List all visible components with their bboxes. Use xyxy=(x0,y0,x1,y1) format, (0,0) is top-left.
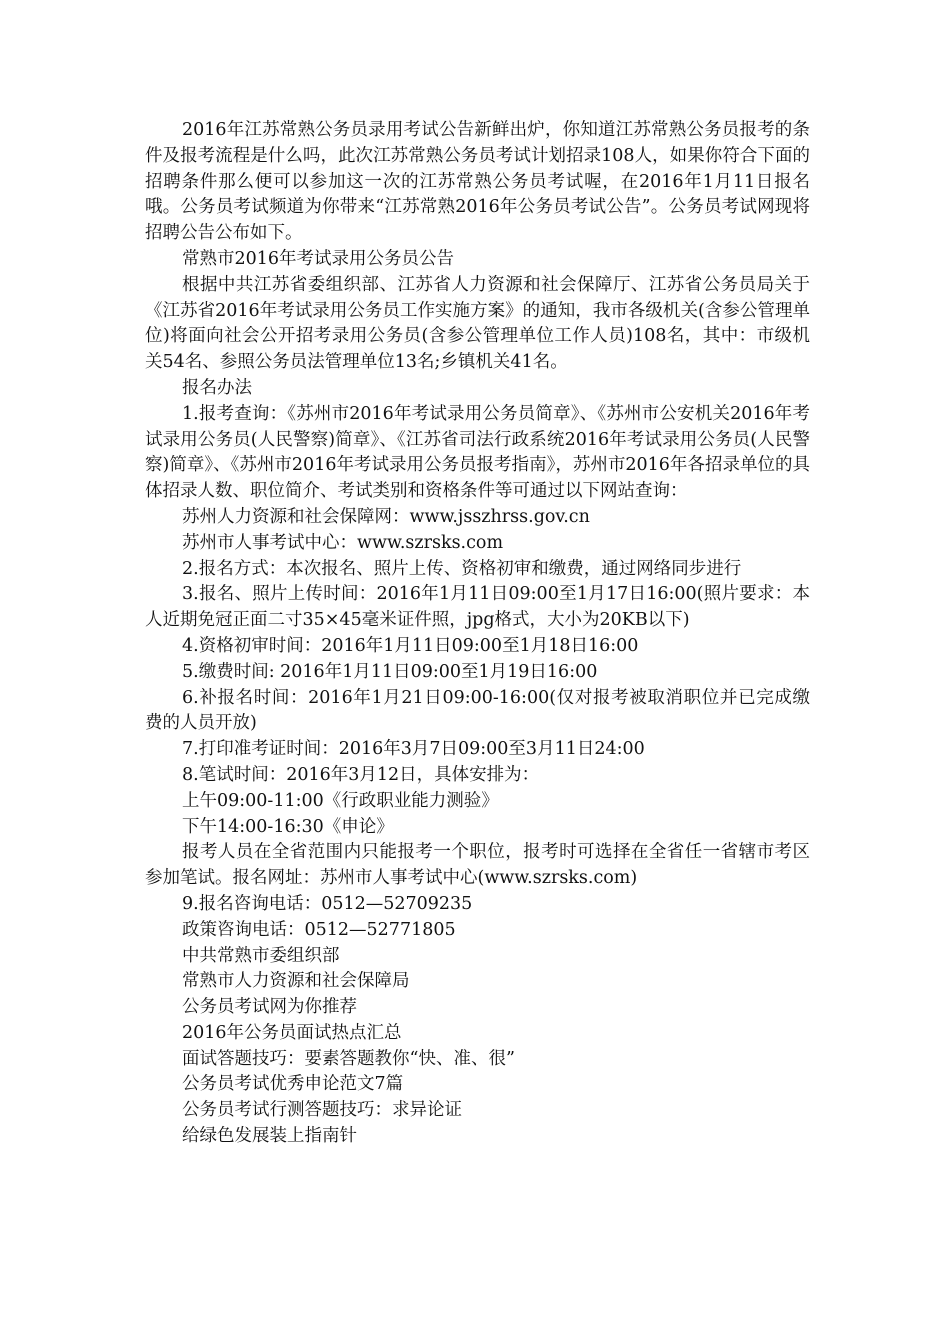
section-heading: 报名办法 xyxy=(182,377,252,398)
list-item: 苏州市人事考试中心：www.szrsks.com xyxy=(182,532,504,553)
recommend-item: 给绿色发展装上指南针 xyxy=(182,1126,357,1147)
list-item: 8.笔试时间：2016年3月12日，具体安排为： xyxy=(182,764,540,785)
list-item: 4.资格初审时间：2016年1月11日09:00至1月18日16:00 xyxy=(182,635,639,656)
list-item: 5.缴费时间: 2016年1月11日09:00至1月19日16:00 xyxy=(182,661,598,682)
notice-paragraph: 根据中共江苏省委组织部、江苏省人力资源和社会保障厅、江苏省公务员局关于《江苏省2016年考试录用公务员工作实施方案》的通知，我市各级机关(含参公管理单位)将面向社会公开招考录用公务员(含参公管理单位工作人员)108名，其中：市级机关54名、参照公务员法管理单位13名;乡镇机关41名。 xyxy=(145,274,810,373)
list-item: 6.补报名时间：2016年1月21日09:00-16:00(仅对报考被取消职位并已完成缴费的人员开放) xyxy=(145,687,810,734)
list-item: 苏州人力资源和社会保障网：www.jsszhrss.gov.cn xyxy=(182,506,590,527)
list-item: 7.打印准考证时间：2016年3月7日09:00至3月11日24:00 xyxy=(182,739,645,760)
document-body xyxy=(145,118,810,1150)
notice-title: 常熟市2016年考试录用公务员公告 xyxy=(182,248,455,269)
list-item: 报考人员在全省范围内只能报考一个职位，报考时可选择在全省任一省辖市考区参加笔试。报名网址：苏州市人事考试中心(www.szrsks.com) xyxy=(145,842,810,889)
intro-paragraph: 2016年江苏常熟公务员录用考试公告新鲜出炉，你知道江苏常熟公务员报考的条件及报考流程是什么吗，此次江苏常熟公务员考试计划招录108人，如果你符合下面的招聘条件那么便可以参加这一次的江苏常熟公务员考试喔，在2016年1月11日报名哦。公务员考试频道为你带来“江苏常熟2016年公务员考试公告”。公务员考试网现将招聘公告公布如下。 xyxy=(145,120,810,244)
recommend-item: 面试答题技巧：要素答题教你“快、准、很” xyxy=(182,1048,515,1069)
recommend-heading: 公务员考试网为你推荐 xyxy=(182,997,357,1018)
recommend-item: 公务员考试优秀申论范文7篇 xyxy=(182,1074,404,1095)
list-item: 3.报名、照片上传时间：2016年1月11日09:00至1月17日16:00(照片要求：本人近期免冠正面二寸35×45毫米证件照，jpg格式，大小为20KB以下) xyxy=(145,584,810,631)
recommend-item: 公务员考试行测答题技巧：求异论证 xyxy=(182,1100,462,1121)
list-item: 2.报名方式：本次报名、照片上传、资格初审和缴费，通过网络同步进行 xyxy=(182,558,742,579)
list-item: 上午09:00-11:00《行政职业能力测验》 xyxy=(182,790,499,811)
signature-line: 中共常熟市委组织部 xyxy=(182,945,340,966)
recommend-item: 2016年公务员面试热点汇总 xyxy=(182,1022,402,1043)
list-item: 9.报名咨询电话：0512—52709235 xyxy=(182,893,473,914)
list-item: 下午14:00-16:30《申论》 xyxy=(182,816,394,837)
signature-line: 常熟市人力资源和社会保障局 xyxy=(182,971,410,992)
list-item: 1.报考查询：《苏州市2016年考试录用公务员简章》、《苏州市公安机关2016年考试录用公务员(人民警察)简章》、《江苏省司法行政系统2016年考试录用公务员(人民警察)简章》、《苏州市2016年考试录用公务员报考指南》，苏州市2016年各招录单位的具体招录人数、职位简介、考试类别和资格条件等可通过以下网站查询： xyxy=(145,403,810,502)
list-item: 政策咨询电话：0512—52771805 xyxy=(182,919,456,940)
